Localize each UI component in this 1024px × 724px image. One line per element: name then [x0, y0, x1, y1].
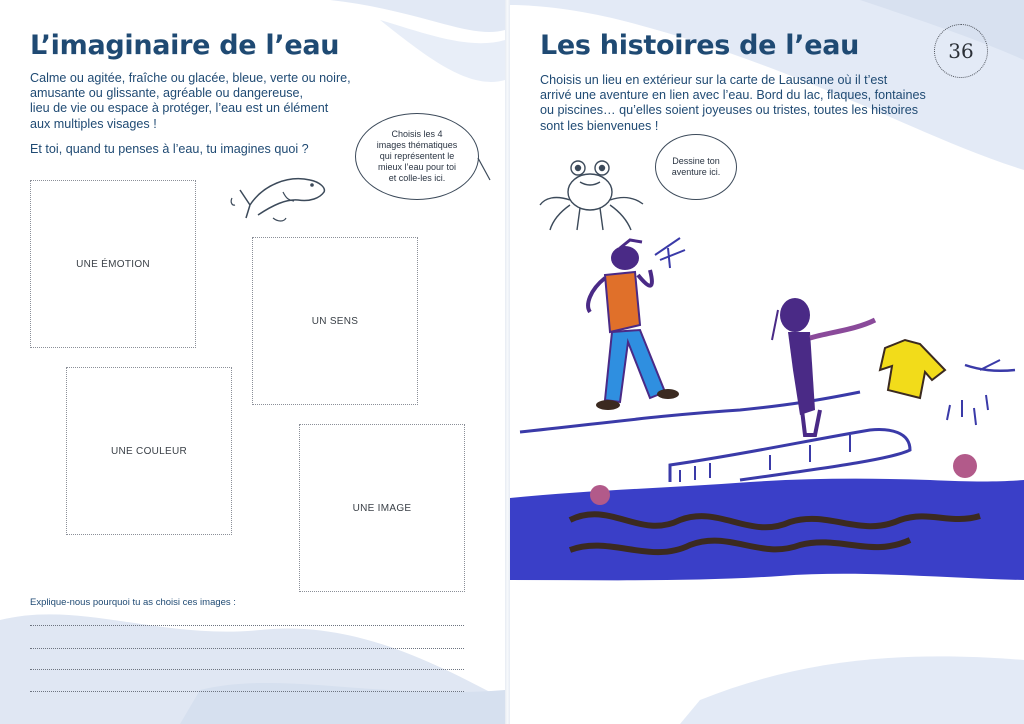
answer-line[interactable] — [30, 669, 464, 670]
left-intro — [30, 71, 351, 132]
couleur-box[interactable] — [66, 367, 232, 535]
emotion-box-label: UNE ÉMOTION — [76, 258, 150, 270]
bubble-line: et colle-les ici. — [388, 173, 446, 183]
left-intro-line: amusante ou glissante, agréable ou dangereuse, — [30, 86, 304, 101]
image-box-label: UNE IMAGE — [352, 502, 412, 514]
right-page-title: Les histoires de l’eau — [540, 30, 860, 61]
image-box[interactable] — [299, 424, 465, 592]
left-question: Et toi, quand tu penses à l’eau, tu imagines quoi ? — [30, 142, 309, 156]
bubble-line: aventure ici. — [671, 167, 721, 177]
bubble-tail — [470, 150, 500, 190]
answer-line[interactable] — [30, 691, 464, 692]
bubble-line: qui représentent le — [379, 151, 455, 161]
bubble-line: Dessine ton — [672, 156, 720, 166]
answer-line[interactable] — [30, 648, 464, 649]
right-intro-line: arrivé une aventure en lien avec l’eau. Bord du lac, flaques, fontaines — [540, 88, 926, 103]
left-page-title: L’imaginaire de l’eau — [30, 30, 340, 61]
explain-label: Explique-nous pourquoi tu as choisi ces images : — [30, 597, 236, 608]
page-number: 36 — [934, 24, 988, 78]
emotion-box[interactable] — [30, 180, 196, 348]
couleur-box-label: UNE COULEUR — [110, 445, 188, 457]
bubble-line: images thématiques — [376, 140, 458, 150]
sens-box-label: UN SENS — [311, 315, 359, 327]
left-intro-line: lieu de vie ou espace à protéger, l’eau est un élément — [30, 101, 329, 116]
child-drawing — [510, 220, 1024, 600]
draw-instruction-bubble — [655, 134, 737, 200]
instruction-bubble — [355, 113, 479, 200]
left-intro-line: aux multiples visages ! — [30, 116, 157, 131]
left-intro-line: Calme ou agitée, fraîche ou glacée, bleue, verte ou noire, — [30, 71, 351, 85]
bubble-line: Choisis les 4 — [391, 129, 443, 139]
fish-illustration — [228, 170, 333, 225]
sens-box[interactable] — [252, 237, 418, 405]
right-intro-line: Choisis un lieu en extérieur sur la carte de Lausanne où il t’est — [540, 73, 888, 87]
right-intro — [540, 73, 926, 134]
answer-line[interactable] — [30, 625, 464, 626]
bubble-line: mieux l’eau pour toi — [377, 162, 457, 172]
right-page — [510, 0, 1024, 724]
right-intro-line: sont les bienvenues ! — [540, 118, 659, 133]
right-intro-line: ou piscines… qu’elles soient joyeuses ou tristes, toutes les histoires — [540, 103, 919, 118]
left-page — [0, 0, 505, 724]
